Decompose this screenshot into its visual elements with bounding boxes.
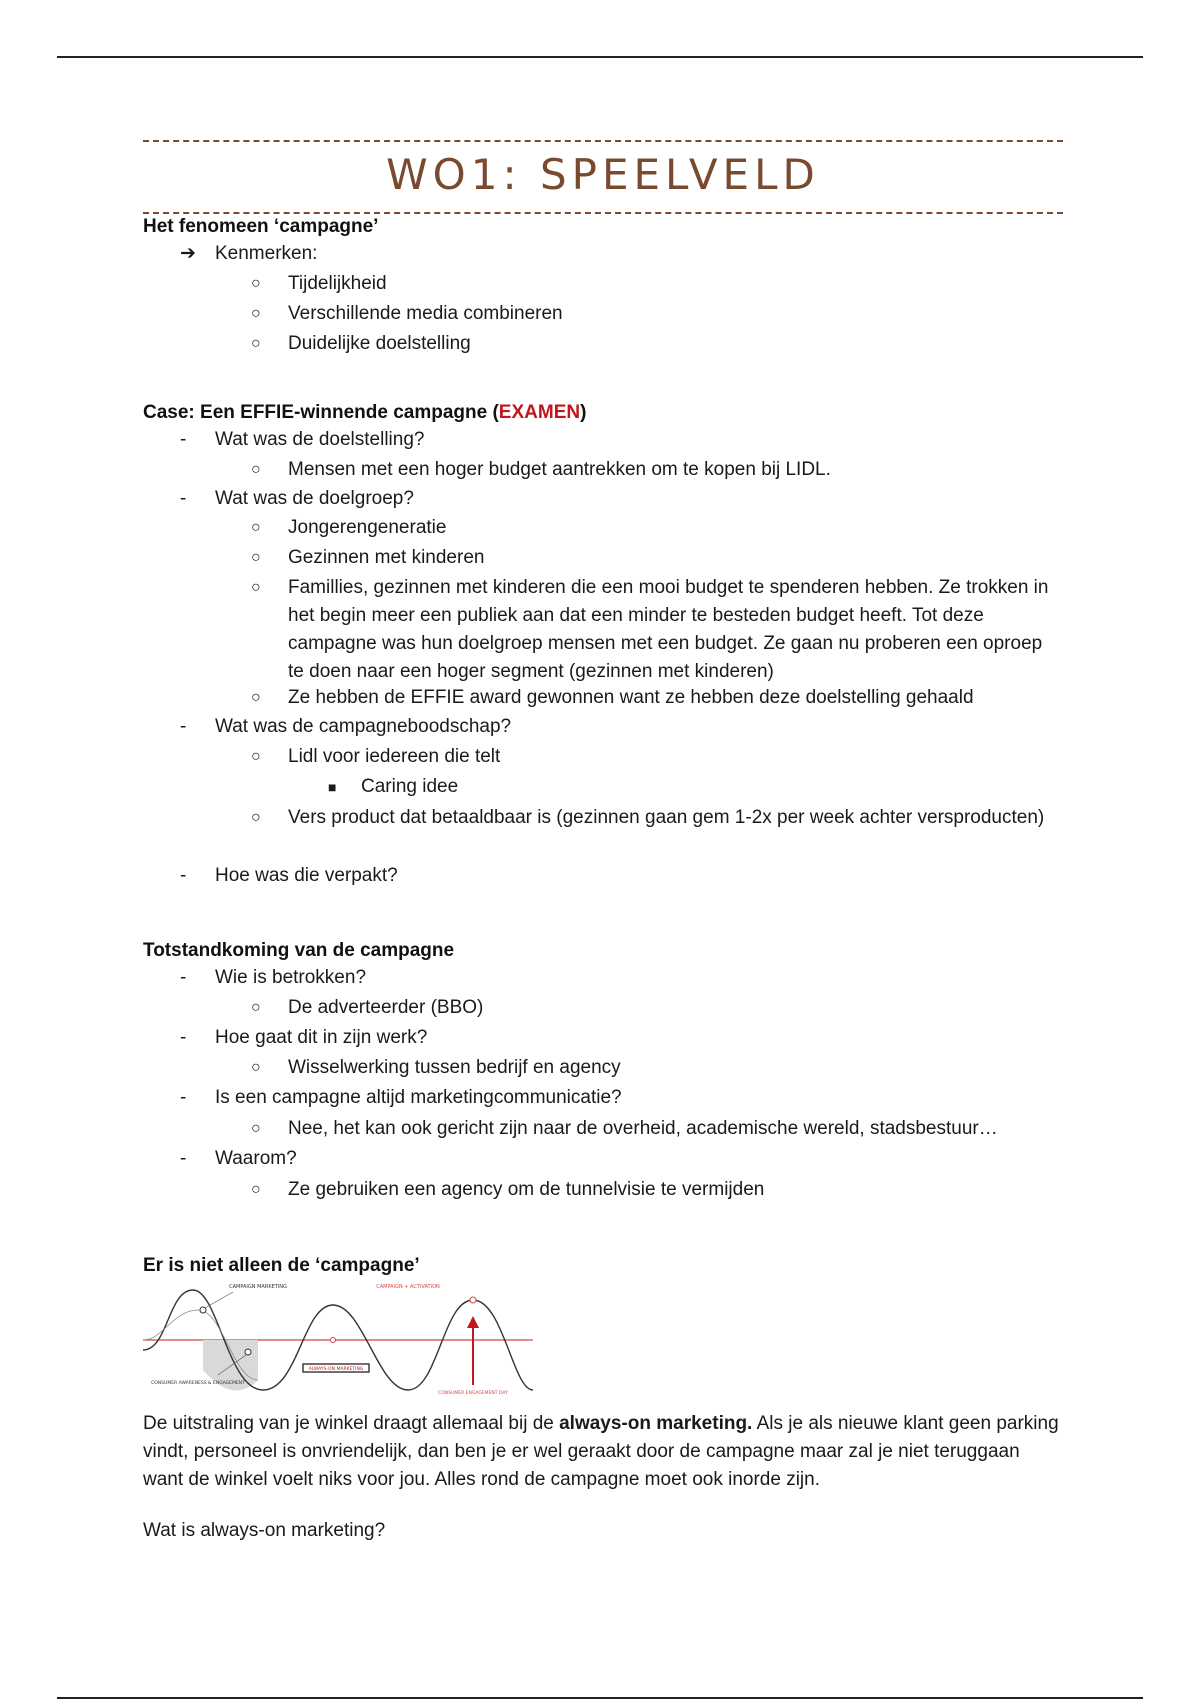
answer-item: ○ De adverteerder (BBO) xyxy=(288,994,1063,1022)
footer-rule xyxy=(57,1697,1143,1699)
circle-bullet-icon: ○ xyxy=(251,1181,261,1198)
always-on-marketing-diagram xyxy=(143,1280,533,1400)
circle-bullet-icon: ○ xyxy=(251,305,261,322)
section-heading-case: Case: Een EFFIE-winnende campagne (EXAMEN) xyxy=(143,402,587,423)
answer-item: ○ Gezinnen met kinderen xyxy=(288,544,1063,572)
circle-bullet-icon: ○ xyxy=(251,461,261,478)
sub-answer-item: ■ Caring idee xyxy=(361,773,458,801)
answer-item: ○ Wisselwerking tussen bedrijf en agency xyxy=(288,1054,1063,1082)
answer-item: ○ Jongerengeneratie xyxy=(288,514,1063,542)
circle-bullet-icon: ○ xyxy=(251,999,261,1016)
question-item: - Hoe gaat dit in zijn werk? xyxy=(180,1027,428,1048)
always-on-paragraph: De uitstraling van je winkel draagt allemaal bij de always-on marketing. Als je als nieuwe klant geen parking vindt, personeel is onvriendelijk, dan ben je er wel geraakt door de campagne maar zal je niet teruggaan want de winkel voelt niks voor jou. Alles rond de campagne moet ook inorde zijn. xyxy=(143,1413,1059,1490)
label-always-on: ALWAYS-ON MARKETING xyxy=(308,1367,364,1372)
answer-item: ○ Lidl voor iedereen die telt xyxy=(288,743,1063,771)
list-item: ○ Tijdelijkheid xyxy=(288,270,1063,298)
document-page xyxy=(143,140,1063,1541)
circle-bullet-icon: ○ xyxy=(251,1120,261,1137)
circle-bullet-icon: ○ xyxy=(251,549,261,566)
circle-bullet-icon: ○ xyxy=(251,335,261,352)
page-title: WO1: SPEELVELD xyxy=(386,150,820,199)
answer-item: ○ Ze hebben de EFFIE award gewonnen want ze hebben deze doelstelling gehaald xyxy=(288,684,1063,712)
answer-item: ○ Nee, het kan ook gericht zijn naar de overheid, academische wereld, stadsbestuur… xyxy=(288,1115,1063,1143)
square-bullet-icon: ■ xyxy=(328,779,337,795)
answer-item: ○ Famillies, gezinnen met kinderen die een mooi budget te spenderen hebben. Ze trokken in het begin meer een publiek aan dat een minder te besteden budget heeft. Tot deze campagne was hun doelgroep mensen met een budget. Ze gaan nu proberen een oproep te doen naar een hoger segment (gezinnen met kinderen) xyxy=(288,574,1063,686)
section-heading-fenomeen: Het fenomeen ‘campagne’ xyxy=(143,216,379,237)
question-item: - Is een campagne altijd marketingcommunicatie? xyxy=(180,1087,622,1108)
section-heading-niet-alleen: Er is niet alleen de ‘campagne’ xyxy=(143,1255,420,1276)
label-consumer-awareness: CONSUMER AWARENESS & ENGAGEMENT xyxy=(151,1381,245,1386)
circle-bullet-icon: ○ xyxy=(251,689,261,706)
section-heading-totstandkoming: Totstandkoming van de campagne xyxy=(143,940,455,961)
label-campaign-activation: CAMPAIGN + ACTIVATION xyxy=(376,1284,440,1290)
circle-bullet-icon: ○ xyxy=(251,519,261,536)
question-item: - Hoe was die verpakt? xyxy=(180,865,398,886)
circle-bullet-icon: ○ xyxy=(251,275,261,292)
question-item: - Waarom? xyxy=(180,1148,297,1169)
list-item: ○ Verschillende media combineren xyxy=(288,300,1063,328)
circle-bullet-icon: ○ xyxy=(251,748,261,765)
question-item: - Wat was de campagneboodschap? xyxy=(180,716,512,737)
question-item: - Wie is betrokken? xyxy=(180,967,367,988)
list-item: ○ Duidelijke doelstelling xyxy=(288,330,1063,358)
list-item-kenmerken: ➔ Kenmerken: xyxy=(215,240,317,268)
header-rule xyxy=(57,56,1143,58)
label-consumer-engagement: CONSUMER ENGAGEMENT DAY xyxy=(438,1391,508,1396)
answer-item: ○ Vers product dat betaaldbaar is (gezinnen gaan gem 1-2x per week achter versproducten) xyxy=(288,804,1063,832)
answer-item: ○ Mensen met een hoger budget aantrekken om te kopen bij LIDL. xyxy=(288,456,1063,484)
question-item: - Wat was de doelstelling? xyxy=(180,429,425,450)
circle-bullet-icon: ○ xyxy=(251,809,261,826)
question-item: - Wat was de doelgroep? xyxy=(180,488,414,509)
title-box xyxy=(143,140,1063,214)
circle-bullet-icon: ○ xyxy=(251,579,261,596)
circle-bullet-icon: ○ xyxy=(251,1059,261,1076)
answer-item: ○ Ze gebruiken een agency om de tunnelvisie te vermijden xyxy=(288,1176,1063,1204)
exam-highlight: EXAMEN xyxy=(498,402,581,423)
arrow-icon: ➔ xyxy=(180,243,196,264)
closing-question: Wat is always-on marketing? xyxy=(143,1520,386,1541)
label-campaign-marketing: CAMPAIGN MARKETING xyxy=(229,1284,287,1290)
